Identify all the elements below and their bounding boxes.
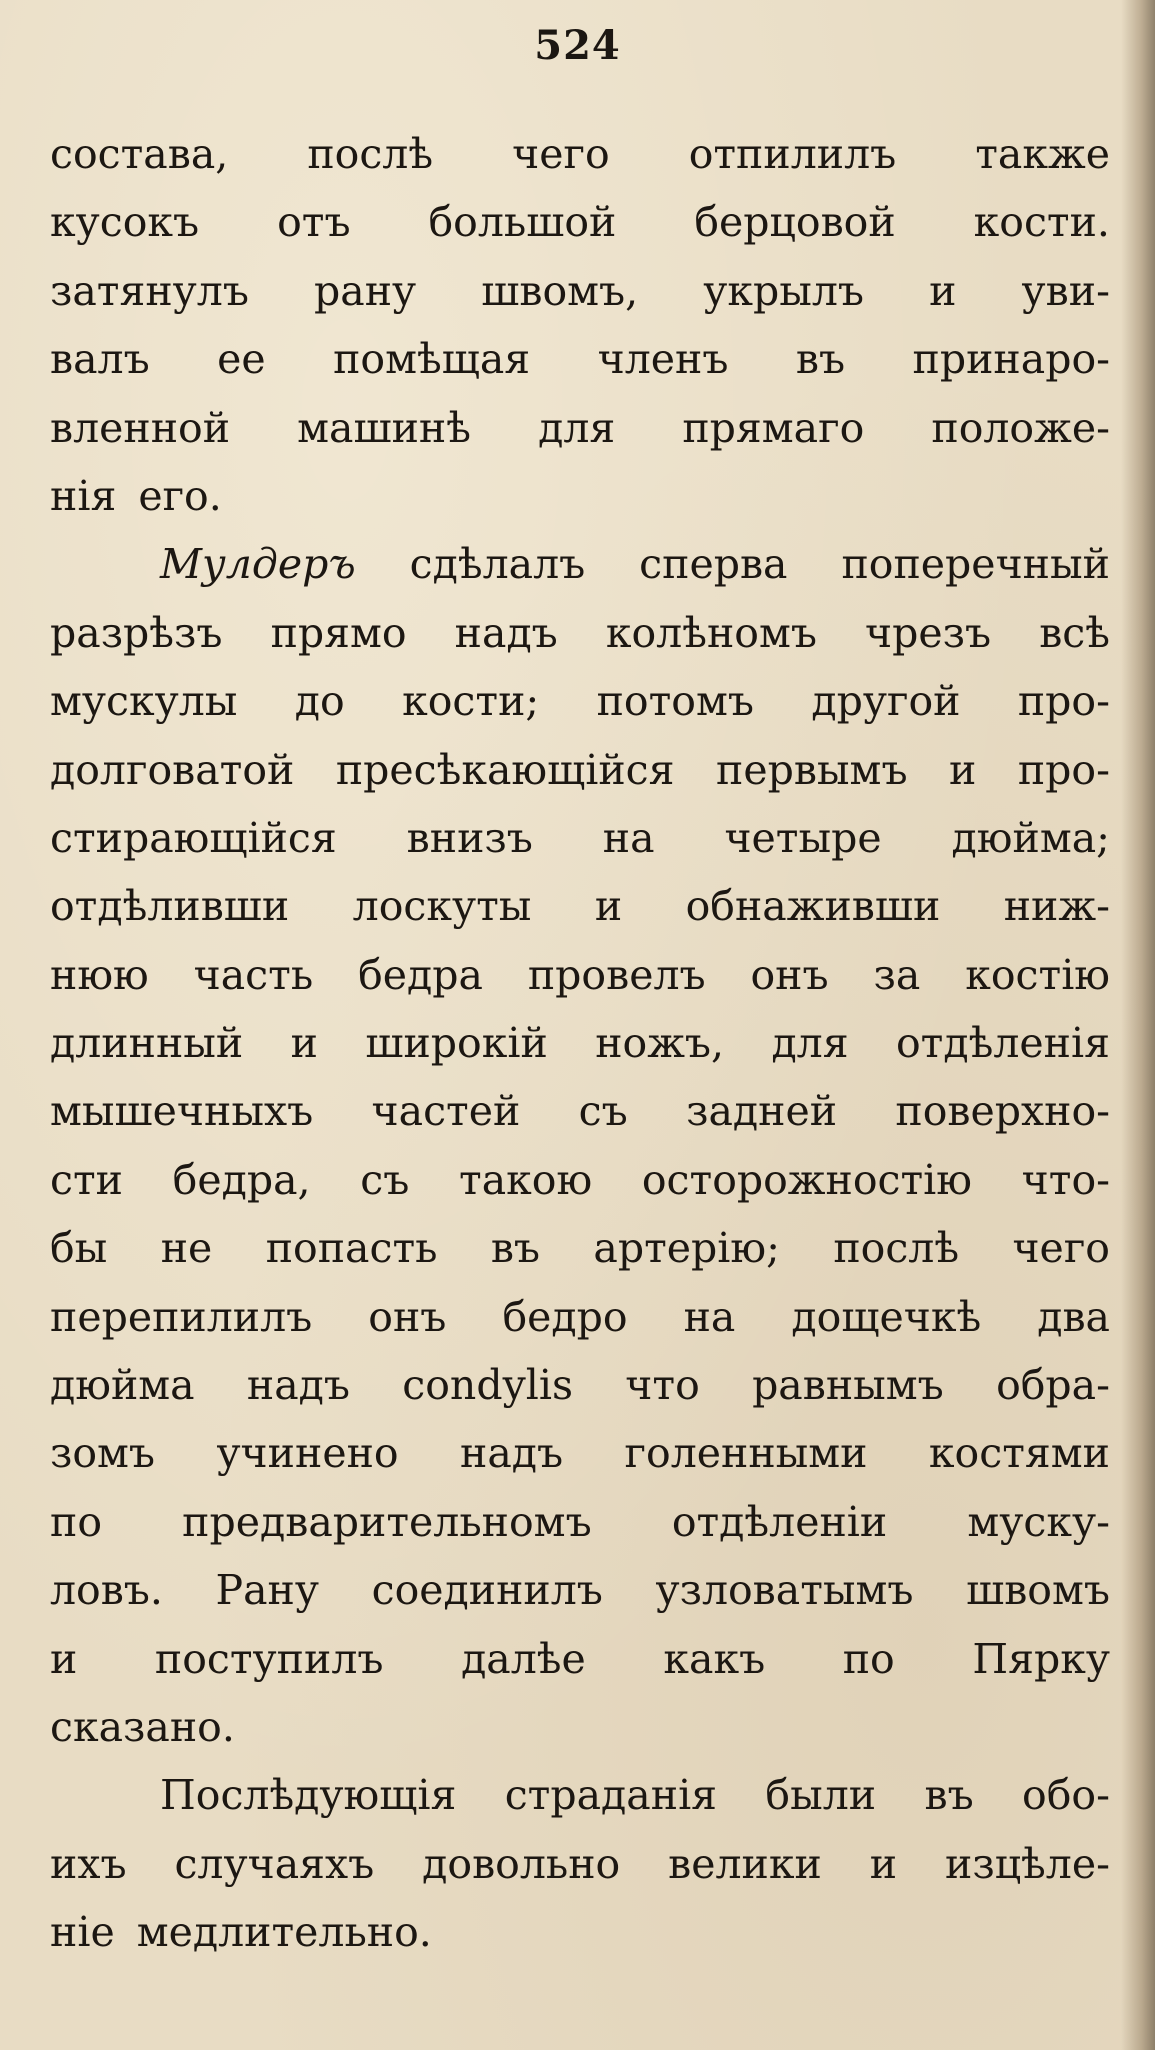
name-word: Мулдеръ <box>160 540 356 589</box>
word: внизъ <box>406 813 533 862</box>
word: довольно <box>422 1839 621 1888</box>
word: и <box>929 266 957 315</box>
word: послѣ <box>833 1224 960 1273</box>
word: дюйма <box>50 1361 195 1410</box>
text-line <box>50 1351 1110 1419</box>
word: разрѣзъ <box>50 608 223 657</box>
word: дощечкѣ <box>791 1292 982 1341</box>
word: ловъ. <box>50 1566 163 1615</box>
word: съ <box>360 1155 410 1204</box>
text-line <box>50 462 1110 530</box>
word: провелъ <box>527 950 706 999</box>
text-line <box>50 941 1110 1009</box>
word: учинено <box>216 1429 399 1478</box>
text-line <box>50 1488 1110 1556</box>
word: отдѣленія <box>895 1019 1110 1068</box>
word: и <box>290 1019 318 1068</box>
word: костію <box>965 950 1110 999</box>
text-line <box>50 1146 1110 1214</box>
word: были <box>765 1771 877 1820</box>
word: задней <box>686 1087 838 1136</box>
word: чрезъ <box>865 608 992 657</box>
word: другой <box>811 677 961 726</box>
word: лоскуты <box>352 882 532 931</box>
word: поверхно- <box>895 1087 1110 1136</box>
paragraph-1 <box>50 120 1110 530</box>
word: потомъ <box>596 677 754 726</box>
word: и <box>594 882 623 931</box>
word: онъ <box>368 1292 447 1341</box>
word: уви- <box>1021 266 1110 315</box>
text-line <box>50 530 1110 598</box>
word: ножъ, <box>595 1019 725 1068</box>
word: прямо <box>270 608 407 657</box>
word: въ <box>795 335 846 384</box>
word: Послѣдующія <box>160 1771 457 1820</box>
latin-word: condylis <box>402 1361 574 1410</box>
word: голенными <box>624 1429 868 1478</box>
word: и <box>869 1839 898 1888</box>
word: не <box>160 1224 213 1273</box>
text-line <box>50 1693 1110 1761</box>
word: бедро <box>502 1292 628 1341</box>
paragraph-3 <box>50 1761 1110 1966</box>
word: состава, <box>50 130 229 178</box>
word: и <box>949 745 977 794</box>
word: кости; <box>402 677 540 726</box>
word: большой <box>428 198 617 247</box>
word: случаяхъ <box>174 1839 375 1888</box>
word: артерію; <box>593 1224 780 1273</box>
word: обнаживши <box>685 882 941 931</box>
word: что <box>625 1361 700 1410</box>
word: пресѣкающійся <box>335 745 675 794</box>
word: два <box>1037 1292 1110 1341</box>
text-line <box>50 1283 1110 1351</box>
text-line <box>50 736 1110 804</box>
page-gutter-shadow <box>1121 0 1155 2050</box>
word: помѣщая <box>333 335 531 384</box>
word: чего <box>512 130 610 178</box>
word: всѣ <box>1039 608 1110 657</box>
word: нюю <box>50 950 149 999</box>
word: велики <box>668 1839 822 1888</box>
word: съ <box>578 1087 628 1136</box>
word: сти <box>50 1155 123 1204</box>
word: бедра, <box>172 1155 311 1204</box>
word: долговатой <box>50 745 295 794</box>
word: укрылъ <box>703 266 865 315</box>
word: сдѣлалъ <box>409 540 586 589</box>
word: также <box>975 130 1110 178</box>
word: въ <box>924 1771 974 1820</box>
word: кости. <box>973 198 1110 247</box>
text-line <box>50 120 1110 188</box>
text-line <box>50 188 1110 256</box>
word: костями <box>928 1429 1110 1478</box>
word: до <box>294 677 345 726</box>
word: сказано. <box>50 1702 235 1751</box>
text-line <box>50 257 1110 325</box>
word: изцѣле- <box>945 1839 1110 1888</box>
word: онъ <box>750 950 829 999</box>
word: бы <box>50 1224 108 1273</box>
word: про- <box>1017 745 1110 794</box>
word: берцовой <box>694 198 896 247</box>
text-line <box>50 667 1110 735</box>
word: за <box>873 950 921 999</box>
word: Рану <box>215 1566 320 1615</box>
word: медлительно. <box>136 1908 432 1957</box>
word: дюйма; <box>951 813 1110 862</box>
word: бедра <box>358 950 483 999</box>
word: валъ <box>50 335 150 384</box>
word: надъ <box>460 1429 564 1478</box>
word: ихъ <box>50 1839 127 1888</box>
word: его. <box>138 471 222 520</box>
word: для <box>771 1019 849 1068</box>
word: про- <box>1017 677 1110 726</box>
word: машинѣ <box>297 403 471 452</box>
text-line <box>50 1419 1110 1487</box>
word: что- <box>1021 1155 1110 1204</box>
word: надъ <box>246 1361 350 1410</box>
word: такою <box>459 1155 593 1204</box>
text-line <box>50 872 1110 940</box>
word: частей <box>371 1087 521 1136</box>
word: ее <box>217 335 266 384</box>
word: страданія <box>504 1771 718 1820</box>
word: послѣ <box>307 130 434 178</box>
paragraph-2 <box>50 530 1110 1761</box>
text-line <box>50 325 1110 393</box>
word: первымъ <box>716 745 908 794</box>
word: по <box>50 1497 103 1546</box>
word: соединилъ <box>371 1566 603 1615</box>
text-line <box>50 1556 1110 1624</box>
word: швомъ, <box>481 266 639 315</box>
word: на <box>683 1292 736 1341</box>
word: отдѣливши <box>50 882 290 931</box>
text-line <box>50 1761 1110 1829</box>
word: вленной <box>50 403 231 452</box>
word: мышечныхъ <box>50 1087 314 1136</box>
word: кусокъ <box>50 198 200 247</box>
word: стирающійся <box>50 813 337 862</box>
word: нія <box>50 471 117 520</box>
word: обо- <box>1022 1771 1110 1820</box>
word: обра- <box>996 1361 1110 1410</box>
text-line <box>50 1625 1110 1693</box>
word: принаро- <box>912 335 1110 384</box>
word: предварительномъ <box>182 1497 592 1546</box>
word: членъ <box>597 335 729 384</box>
word: равнымъ <box>752 1361 944 1410</box>
word: колѣномъ <box>605 608 817 657</box>
text-line <box>50 1077 1110 1145</box>
word: длинный <box>50 1019 244 1068</box>
word: муску- <box>967 1497 1110 1546</box>
word: на <box>602 813 655 862</box>
word: рану <box>314 266 417 315</box>
word: положе- <box>931 403 1110 452</box>
word: поступилъ <box>154 1634 384 1683</box>
word: зомъ <box>50 1429 156 1478</box>
word: осторожностію <box>641 1155 972 1204</box>
word: швомъ <box>966 1566 1110 1615</box>
text-line <box>50 804 1110 872</box>
page-text <box>50 120 1110 1967</box>
word: надъ <box>454 608 558 657</box>
word: перепилилъ <box>50 1292 313 1341</box>
word: попасть <box>265 1224 438 1273</box>
text-line <box>50 599 1110 667</box>
word: часть <box>193 950 314 999</box>
word: и <box>50 1634 78 1683</box>
word: далѣе <box>461 1634 586 1683</box>
word: сперва <box>639 540 788 589</box>
word: отпилилъ <box>688 130 897 178</box>
text-line <box>50 1898 1110 1966</box>
text-line <box>50 1214 1110 1282</box>
word: широкій <box>365 1019 548 1068</box>
word: четыре <box>724 813 882 862</box>
word: Пярку <box>972 1634 1110 1683</box>
word: по <box>842 1634 895 1683</box>
word: поперечный <box>841 540 1110 589</box>
word: мускулы <box>50 677 238 726</box>
word: какъ <box>663 1634 766 1683</box>
text-line <box>50 1009 1110 1077</box>
word: ніе <box>50 1908 115 1957</box>
word: чего <box>1012 1224 1110 1273</box>
word: въ <box>490 1224 541 1273</box>
page-number: 524 <box>534 22 621 69</box>
text-line <box>50 394 1110 462</box>
word: для <box>538 403 616 452</box>
word: отдѣленіи <box>671 1497 888 1546</box>
word: затянулъ <box>50 266 249 315</box>
word: узловатымъ <box>655 1566 914 1615</box>
word: ниж- <box>1003 882 1110 931</box>
word: отъ <box>277 198 351 247</box>
text-line <box>50 1830 1110 1898</box>
word: прямаго <box>682 403 865 452</box>
